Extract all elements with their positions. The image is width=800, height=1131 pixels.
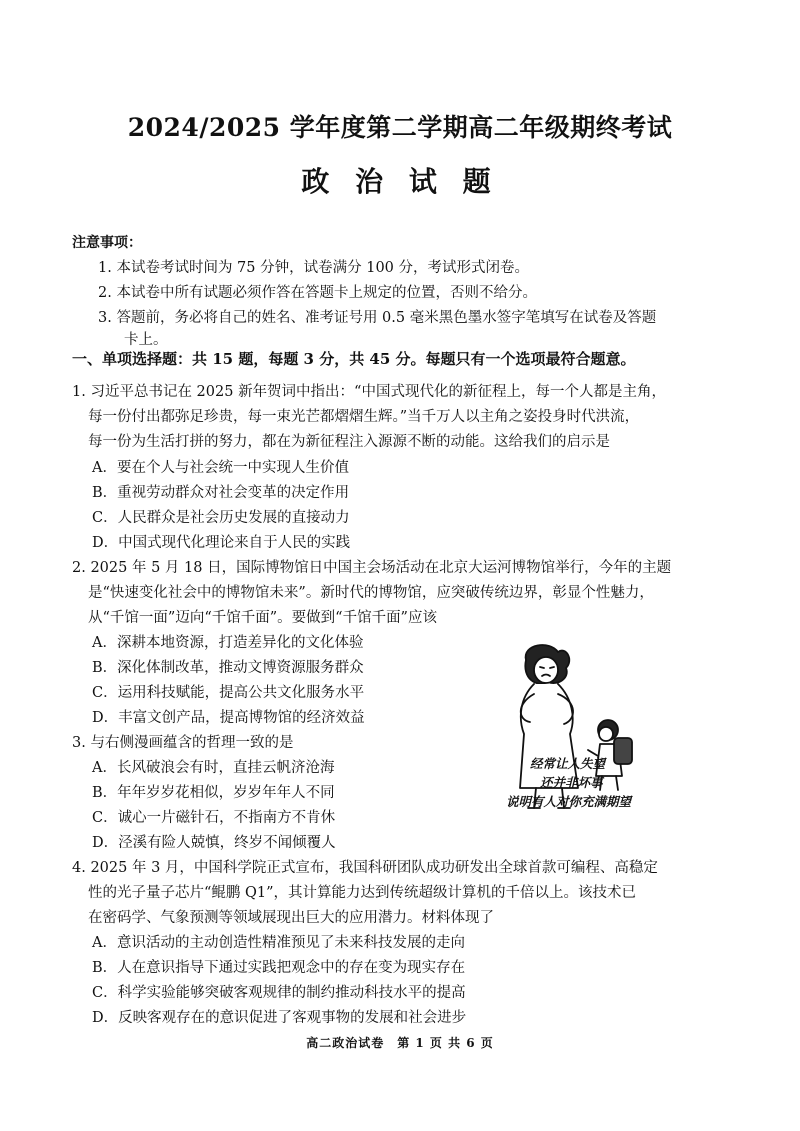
- option: B．深化体制改革，推动文博资源服务群众: [92, 660, 364, 676]
- option: D．泾溪有险人兢慎，终岁不闻倾覆人: [92, 835, 336, 851]
- question-stem: 1. 习近平总书记在 2025 新年贺词中指出：“中国式现代化的新征程上，每一个人都是主角，: [72, 384, 666, 400]
- notice-heading: 注意事项：: [72, 235, 142, 251]
- option: C．人民群众是社会历史发展的直接动力: [92, 510, 350, 526]
- notice-item: 3. 答题前，务必将自己的姓名、准考证号用 0.5 毫米黑色墨水签字笔填写在试卷及答题: [98, 310, 657, 326]
- option: A．长风破浪会有时，直挂云帆济沧海: [92, 760, 335, 776]
- option: B．人在意识指导下通过实践把观念中的存在变为现实存在: [92, 960, 466, 976]
- option: D．丰富文创产品，提高博物馆的经济效益: [92, 710, 365, 726]
- cartoon-caption: 还并非坏事: [540, 775, 603, 790]
- question-stem: 是“快速变化社会中的博物馆未来”。新时代的博物馆，应突破传统边界，彰显个性魅力，: [88, 585, 654, 601]
- notice-item: 2. 本试卷中所有试题必须作答在答题卡上规定的位置，否则不给分。: [98, 285, 537, 301]
- question-stem: 性的光子量子芯片“鲲鹏 Q1”，其计算能力达到传统超级计算机的千倍以上。该技术已: [88, 885, 637, 901]
- question-stem: 从“千馆一面”迈向“千馆千面”。要做到“千馆千面”应该: [88, 610, 437, 626]
- question-stem: 3. 与右侧漫画蕴含的哲理一致的是: [72, 735, 294, 751]
- option: A．要在个人与社会统一中实现人生价值: [92, 460, 349, 476]
- question-stem: 4. 2025 年 3 月，中国科学院正式宣布，我国科研团队成功研发出全球首款可编程、高稳定: [72, 860, 658, 876]
- option: D．反映客观存在的意识促进了客观事物的发展和社会进步: [92, 1010, 467, 1026]
- option: C．运用科技赋能，提高公共文化服务水平: [92, 685, 365, 701]
- option: C．科学实验能够突破客观规律的制约推动科技水平的提高: [92, 985, 466, 1001]
- question-stem: 每一份付出都弥足珍贵，每一束光芒都熠熠生辉。”当千万人以主角之姿投身时代洪流，: [88, 409, 640, 425]
- option: A．意识活动的主动创造性精准预见了未来科技发展的走向: [92, 935, 465, 951]
- exam-title: 2024/2025 学年度第二学期高二年级期终考试: [127, 113, 673, 142]
- subject-title: 政 治 试 题: [301, 165, 499, 198]
- section-heading: 一、单项选择题：共 15 题，每题 3 分，共 45 分。每题只有一个选项最符合题意。: [72, 350, 636, 368]
- notice-item: 卡上。: [124, 332, 168, 348]
- page-footer: 高二政治试卷 第 1 页 共 6 页: [306, 1036, 494, 1050]
- question-stem: 2. 2025 年 5 月 18 日，国际博物馆日中国主会场活动在北京大运河博物馆举行，今年的主题: [72, 560, 672, 576]
- option: C．诚心一片磁针石，不指南方不肯休: [92, 810, 336, 826]
- cartoon-caption: 经常让人失望: [530, 756, 606, 771]
- option: B．重视劳动群众对社会变革的决定作用: [92, 485, 350, 501]
- cartoon-illustration: [500, 638, 660, 818]
- option: A．深耕本地资源，打造差异化的文化体验: [92, 635, 364, 651]
- option: B．年年岁岁花相似，岁岁年年人不同: [92, 785, 335, 801]
- question-stem: 在密码学、气象预测等领域展现出巨大的应用潜力。材料体现了: [88, 910, 494, 926]
- option: D．中国式现代化理论来自于人民的实践: [92, 535, 351, 551]
- question-stem: 每一份为生活打拼的努力，都在为新征程注入源源不断的动能。这给我们的启示是: [88, 434, 610, 450]
- notice-item: 1. 本试卷考试时间为 75 分钟，试卷满分 100 分，考试形式闭卷。: [98, 260, 530, 276]
- cartoon-caption: 说明有人对你充满期望: [506, 794, 632, 809]
